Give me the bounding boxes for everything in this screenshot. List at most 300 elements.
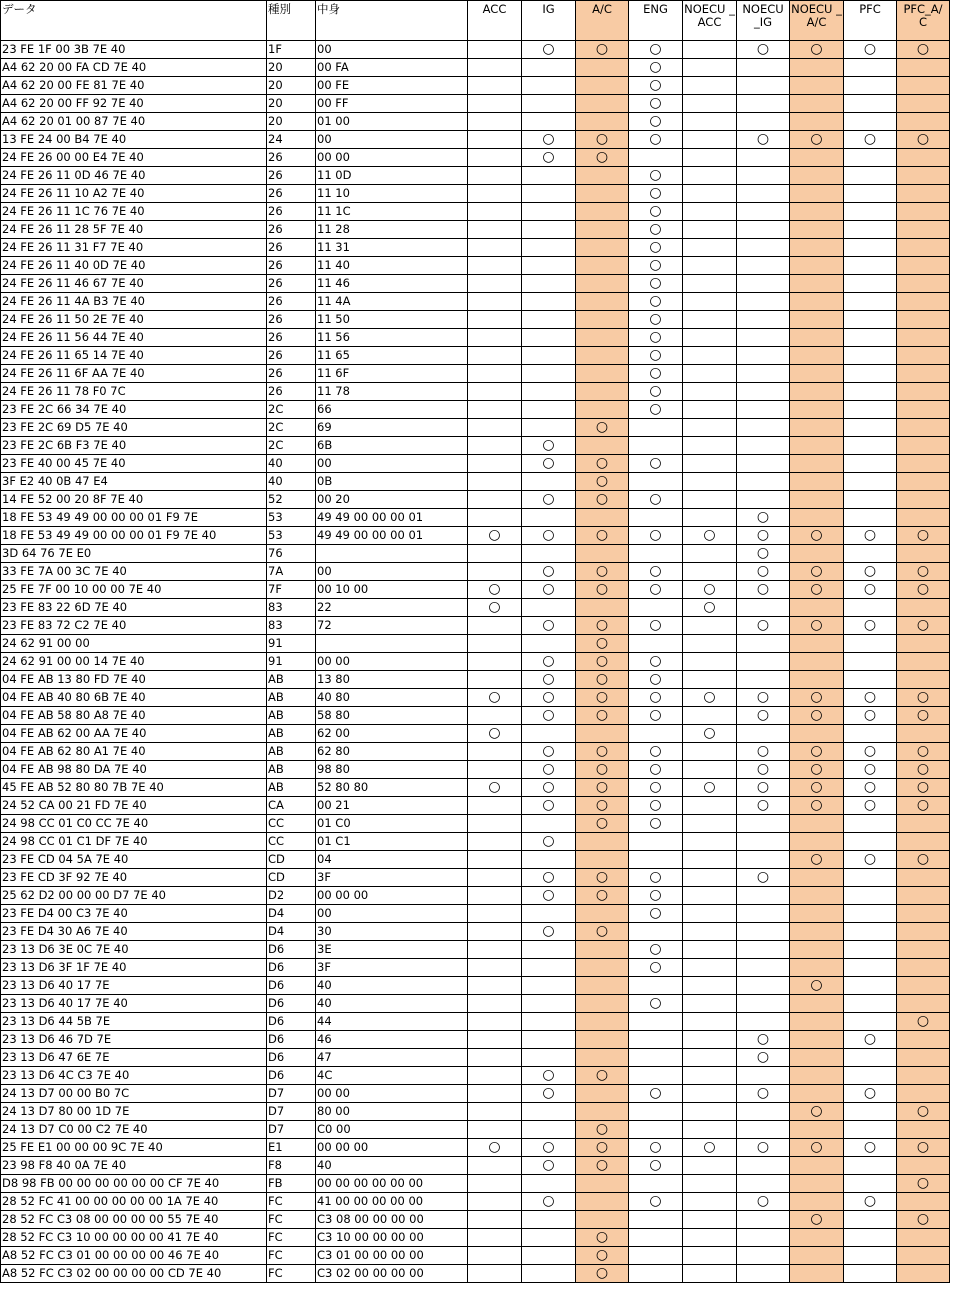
cell-pfc — [844, 1247, 897, 1265]
cell-pfc — [844, 149, 897, 167]
cell-noecu-acc — [683, 437, 737, 455]
table-row — [1, 77, 950, 95]
cell-data: 23 FE 83 72 C2 7E 40 — [1, 617, 267, 635]
cell-noecu-acc — [683, 1067, 737, 1085]
cell-noecu-acc — [683, 95, 737, 113]
cell-pfc — [844, 473, 897, 491]
circle-mark-icon: ○ — [542, 689, 555, 705]
cell-eng — [629, 959, 683, 977]
cell-pfc-ac — [897, 239, 950, 257]
circle-mark-icon: ○ — [488, 581, 501, 597]
circle-mark-icon: ○ — [756, 617, 770, 633]
circle-mark-icon: ○ — [542, 617, 555, 633]
cell-noecu-ig — [737, 671, 790, 689]
circle-mark-icon: ○ — [863, 617, 877, 633]
cell-type: 26 — [267, 347, 316, 365]
cell-acc — [468, 923, 522, 941]
circle-mark-icon: ○ — [542, 1085, 555, 1101]
cell-eng — [629, 347, 683, 365]
circle-mark-icon: ○ — [756, 1139, 770, 1155]
cell-eng — [629, 455, 683, 473]
cell-data: 28 52 FC C3 08 00 00 00 00 55 7E 40 — [1, 1211, 267, 1229]
cell-noecu-ig — [737, 1157, 790, 1175]
cell-eng — [629, 905, 683, 923]
cell-pfc — [844, 347, 897, 365]
circle-mark-icon: ○ — [595, 473, 609, 489]
cell-ac — [576, 95, 629, 113]
cell-noecu-ac — [790, 329, 844, 347]
cell-noecu-ac — [790, 653, 844, 671]
cell-eng — [629, 527, 683, 545]
cell-noecu-ig — [737, 95, 790, 113]
cell-data: A4 62 20 00 FA CD 7E 40 — [1, 59, 267, 77]
circle-mark-icon: ○ — [756, 779, 770, 795]
table-row — [1, 581, 950, 599]
cell-eng — [629, 383, 683, 401]
cell-acc — [468, 203, 522, 221]
cell-noecu-ig — [737, 1229, 790, 1247]
cell-pfc — [844, 635, 897, 653]
cell-data: 24 13 D7 00 00 B0 7C — [1, 1085, 267, 1103]
cell-noecu-acc — [683, 509, 737, 527]
cell-eng — [629, 689, 683, 707]
cell-eng — [629, 743, 683, 761]
cell-eng — [629, 1265, 683, 1283]
cell-data: 23 FE 1F 00 3B 7E 40 — [1, 41, 267, 59]
table-row — [1, 473, 950, 491]
cell-data: A4 62 20 01 00 87 7E 40 — [1, 113, 267, 131]
cell-ig — [522, 563, 576, 581]
table-row — [1, 959, 950, 977]
cell-noecu-acc — [683, 113, 737, 131]
circle-mark-icon: ○ — [649, 59, 662, 75]
circle-mark-icon: ○ — [810, 1139, 823, 1155]
cell-noecu-ig — [737, 617, 790, 635]
cell-acc — [468, 1031, 522, 1049]
circle-mark-icon: ○ — [542, 833, 555, 849]
cell-noecu-acc — [683, 977, 737, 995]
cell-pfc — [844, 41, 897, 59]
circle-mark-icon: ○ — [595, 1229, 609, 1245]
circle-mark-icon: ○ — [756, 509, 770, 525]
circle-mark-icon: ○ — [542, 1157, 555, 1173]
cell-noecu-acc — [683, 1193, 737, 1211]
cell-noecu-ig — [737, 113, 790, 131]
cell-eng — [629, 707, 683, 725]
cell-acc — [468, 635, 522, 653]
header-row — [1, 1, 950, 41]
circle-mark-icon: ○ — [649, 257, 662, 273]
cell-eng — [629, 1013, 683, 1031]
circle-mark-icon: ○ — [916, 1139, 930, 1155]
cell-ac — [576, 887, 629, 905]
circle-mark-icon: ○ — [916, 1211, 930, 1227]
circle-mark-icon: ○ — [863, 707, 877, 723]
cell-noecu-ac — [790, 77, 844, 95]
cell-noecu-acc — [683, 671, 737, 689]
cell-acc — [468, 149, 522, 167]
cell-ig — [522, 815, 576, 833]
cell-ac — [576, 905, 629, 923]
cell-content: 44 — [316, 1013, 468, 1031]
cell-data: 23 FE 83 22 6D 7E 40 — [1, 599, 267, 617]
cell-type: D7 — [267, 1103, 316, 1121]
cell-ig — [522, 473, 576, 491]
cell-noecu-acc — [683, 833, 737, 851]
cell-noecu-ac — [790, 599, 844, 617]
cell-noecu-ig — [737, 1193, 790, 1211]
table-row — [1, 815, 950, 833]
circle-mark-icon: ○ — [649, 275, 662, 291]
cell-ig — [522, 1103, 576, 1121]
cell-ac — [576, 455, 629, 473]
cell-type: D7 — [267, 1121, 316, 1139]
cell-pfc-ac — [897, 41, 950, 59]
cell-noecu-ig — [737, 41, 790, 59]
cell-type: 1F — [267, 41, 316, 59]
cell-pfc-ac — [897, 1211, 950, 1229]
cell-noecu-ac — [790, 1193, 844, 1211]
cell-noecu-ig — [737, 959, 790, 977]
cell-pfc-ac — [897, 1247, 950, 1265]
cell-content: 98 80 — [316, 761, 468, 779]
cell-ac — [576, 113, 629, 131]
cell-noecu-ac — [790, 113, 844, 131]
circle-mark-icon: ○ — [595, 41, 609, 57]
circle-mark-icon: ○ — [649, 1157, 662, 1173]
cell-type: 26 — [267, 239, 316, 257]
cell-data: 24 FE 26 11 10 A2 7E 40 — [1, 185, 267, 203]
cell-noecu-ig — [737, 275, 790, 293]
cell-eng — [629, 1103, 683, 1121]
table-row — [1, 689, 950, 707]
cell-noecu-ig — [737, 1103, 790, 1121]
cell-noecu-ig — [737, 779, 790, 797]
cell-pfc — [844, 383, 897, 401]
circle-mark-icon: ○ — [542, 1193, 555, 1209]
circle-mark-icon: ○ — [756, 869, 770, 885]
table-row — [1, 887, 950, 905]
cell-pfc-ac — [897, 185, 950, 203]
cell-noecu-acc — [683, 617, 737, 635]
cell-noecu-ig — [737, 1139, 790, 1157]
circle-mark-icon: ○ — [756, 743, 770, 759]
cell-content: 11 56 — [316, 329, 468, 347]
cell-noecu-ac — [790, 815, 844, 833]
cell-data: 45 FE AB 52 80 80 7B 7E 40 — [1, 779, 267, 797]
cell-pfc-ac — [897, 743, 950, 761]
cell-ig — [522, 1085, 576, 1103]
table-row — [1, 869, 950, 887]
cell-eng — [629, 923, 683, 941]
cell-type: D6 — [267, 1049, 316, 1067]
cell-ac — [576, 365, 629, 383]
cell-ac — [576, 743, 629, 761]
table-row — [1, 1229, 950, 1247]
circle-mark-icon: ○ — [542, 1139, 555, 1155]
cell-pfc-ac — [897, 113, 950, 131]
cell-data: 23 FE D4 30 A6 7E 40 — [1, 923, 267, 941]
circle-mark-icon: ○ — [542, 869, 555, 885]
cell-content: 11 10 — [316, 185, 468, 203]
circle-mark-icon: ○ — [595, 149, 609, 165]
cell-noecu-ig — [737, 347, 790, 365]
cell-data: 23 98 F8 40 0A 7E 40 — [1, 1157, 267, 1175]
cell-pfc-ac — [897, 1067, 950, 1085]
cell-ac — [576, 509, 629, 527]
cell-ac — [576, 725, 629, 743]
cell-noecu-ac — [790, 563, 844, 581]
cell-content: 11 50 — [316, 311, 468, 329]
cell-type: E1 — [267, 1139, 316, 1157]
cell-pfc — [844, 905, 897, 923]
header-type: 種別 — [267, 1, 316, 41]
cell-data: 28 52 FC C3 10 00 00 00 00 41 7E 40 — [1, 1229, 267, 1247]
cell-pfc — [844, 1067, 897, 1085]
cell-noecu-ac — [790, 473, 844, 491]
circle-mark-icon: ○ — [649, 401, 662, 417]
cell-content: 11 28 — [316, 221, 468, 239]
cell-eng — [629, 977, 683, 995]
cell-pfc — [844, 131, 897, 149]
cell-acc — [468, 365, 522, 383]
cell-noecu-ig — [737, 455, 790, 473]
cell-type: D7 — [267, 1085, 316, 1103]
table-row — [1, 761, 950, 779]
cell-ac — [576, 635, 629, 653]
cell-pfc — [844, 1085, 897, 1103]
cell-ac — [576, 1085, 629, 1103]
cell-eng — [629, 203, 683, 221]
table-row — [1, 41, 950, 59]
cell-content — [316, 545, 468, 563]
cell-data: 24 FE 26 00 00 E4 7E 40 — [1, 149, 267, 167]
cell-pfc — [844, 437, 897, 455]
cell-noecu-ac — [790, 59, 844, 77]
cell-noecu-ig — [737, 797, 790, 815]
cell-noecu-ac — [790, 1175, 844, 1193]
cell-ac — [576, 815, 629, 833]
circle-mark-icon: ○ — [703, 1139, 716, 1155]
cell-acc — [468, 275, 522, 293]
cell-type: AB — [267, 689, 316, 707]
cell-pfc — [844, 977, 897, 995]
circle-mark-icon: ○ — [488, 1139, 501, 1155]
cell-pfc — [844, 527, 897, 545]
cell-data: 24 FE 26 11 4A B3 7E 40 — [1, 293, 267, 311]
circle-mark-icon: ○ — [863, 761, 877, 777]
cell-eng — [629, 1175, 683, 1193]
table-body — [1, 41, 950, 1283]
cell-noecu-ac — [790, 1247, 844, 1265]
cell-pfc-ac — [897, 869, 950, 887]
cell-pfc-ac — [897, 671, 950, 689]
header-ig: IG — [522, 1, 576, 41]
cell-pfc — [844, 581, 897, 599]
circle-mark-icon: ○ — [542, 887, 555, 903]
cell-pfc — [844, 1265, 897, 1283]
cell-pfc — [844, 257, 897, 275]
cell-data: 24 FE 26 11 1C 76 7E 40 — [1, 203, 267, 221]
circle-mark-icon: ○ — [649, 311, 662, 327]
cell-acc — [468, 743, 522, 761]
cell-data: 18 FE 53 49 49 00 00 00 01 F9 7E 40 — [1, 527, 267, 545]
circle-mark-icon: ○ — [863, 1031, 877, 1047]
cell-noecu-ac — [790, 797, 844, 815]
cell-type: CC — [267, 833, 316, 851]
cell-ac — [576, 185, 629, 203]
table-row — [1, 329, 950, 347]
cell-eng — [629, 239, 683, 257]
cell-ac — [576, 203, 629, 221]
cell-noecu-acc — [683, 761, 737, 779]
table-row — [1, 167, 950, 185]
cell-ig — [522, 455, 576, 473]
circle-mark-icon: ○ — [595, 527, 609, 543]
cell-ac — [576, 149, 629, 167]
cell-acc — [468, 491, 522, 509]
cell-pfc — [844, 995, 897, 1013]
cell-pfc-ac — [897, 59, 950, 77]
cell-pfc — [844, 1049, 897, 1067]
cell-type: 83 — [267, 599, 316, 617]
cell-ig — [522, 491, 576, 509]
cell-noecu-ig — [737, 527, 790, 545]
table-row — [1, 455, 950, 473]
cell-eng — [629, 419, 683, 437]
cell-eng — [629, 1193, 683, 1211]
cell-pfc-ac — [897, 923, 950, 941]
cell-pfc-ac — [897, 221, 950, 239]
cell-type: 26 — [267, 383, 316, 401]
cell-noecu-ig — [737, 419, 790, 437]
cell-noecu-ig — [737, 239, 790, 257]
cell-data: 24 FE 26 11 56 44 7E 40 — [1, 329, 267, 347]
header-content: 中身 — [316, 1, 468, 41]
table-row — [1, 1193, 950, 1211]
circle-mark-icon: ○ — [863, 41, 877, 57]
circle-mark-icon: ○ — [488, 779, 501, 795]
circle-mark-icon: ○ — [649, 185, 662, 201]
cell-ig — [522, 761, 576, 779]
cell-noecu-acc — [683, 41, 737, 59]
table-row — [1, 995, 950, 1013]
cell-data: 04 FE AB 40 80 6B 7E 40 — [1, 689, 267, 707]
cell-eng — [629, 1031, 683, 1049]
circle-mark-icon: ○ — [810, 41, 823, 57]
cell-content: 01 C0 — [316, 815, 468, 833]
cell-ig — [522, 1193, 576, 1211]
cell-acc — [468, 671, 522, 689]
table-row — [1, 617, 950, 635]
cell-noecu-ig — [737, 1085, 790, 1103]
cell-pfc-ac — [897, 329, 950, 347]
circle-mark-icon: ○ — [649, 455, 662, 471]
circle-mark-icon: ○ — [595, 869, 609, 885]
cell-ac — [576, 275, 629, 293]
circle-mark-icon: ○ — [810, 851, 823, 867]
cell-noecu-acc — [683, 383, 737, 401]
cell-content: 00 10 00 — [316, 581, 468, 599]
cell-eng — [629, 1049, 683, 1067]
cell-data: 33 FE 7A 00 3C 7E 40 — [1, 563, 267, 581]
cell-noecu-ac — [790, 887, 844, 905]
cell-type: 26 — [267, 257, 316, 275]
cell-noecu-ig — [737, 167, 790, 185]
circle-mark-icon: ○ — [649, 743, 662, 759]
cell-eng — [629, 275, 683, 293]
cell-acc — [468, 653, 522, 671]
cell-ac — [576, 1211, 629, 1229]
cell-type: 26 — [267, 275, 316, 293]
cell-noecu-ig — [737, 869, 790, 887]
circle-mark-icon: ○ — [756, 545, 770, 561]
circle-mark-icon: ○ — [649, 41, 662, 57]
cell-pfc-ac — [897, 995, 950, 1013]
cell-noecu-ac — [790, 689, 844, 707]
cell-ig — [522, 995, 576, 1013]
cell-noecu-ac — [790, 1067, 844, 1085]
cell-ac — [576, 1265, 629, 1283]
cell-pfc — [844, 1175, 897, 1193]
cell-ig — [522, 797, 576, 815]
table-row — [1, 437, 950, 455]
circle-mark-icon: ○ — [542, 743, 555, 759]
cell-data: 23 FE 2C 66 34 7E 40 — [1, 401, 267, 419]
cell-ac — [576, 923, 629, 941]
cell-pfc — [844, 59, 897, 77]
cell-eng — [629, 653, 683, 671]
cell-type: 91 — [267, 635, 316, 653]
circle-mark-icon: ○ — [649, 95, 662, 111]
cell-eng — [629, 599, 683, 617]
cell-acc — [468, 473, 522, 491]
circle-mark-icon: ○ — [542, 1067, 555, 1083]
cell-type: 26 — [267, 329, 316, 347]
cell-pfc-ac — [897, 491, 950, 509]
cell-noecu-acc — [683, 797, 737, 815]
cell-acc — [468, 545, 522, 563]
circle-mark-icon: ○ — [916, 527, 930, 543]
table-row — [1, 779, 950, 797]
circle-mark-icon: ○ — [810, 977, 823, 993]
cell-noecu-acc — [683, 1121, 737, 1139]
cell-noecu-ac — [790, 923, 844, 941]
cell-eng — [629, 725, 683, 743]
cell-content: 00 21 — [316, 797, 468, 815]
cell-type: D4 — [267, 923, 316, 941]
circle-mark-icon: ○ — [649, 905, 662, 921]
circle-mark-icon: ○ — [649, 689, 662, 705]
cell-content: 00 FE — [316, 77, 468, 95]
header-noecu-acc: NOECU _ACC — [683, 1, 737, 41]
circle-mark-icon: ○ — [649, 707, 662, 723]
circle-mark-icon: ○ — [863, 689, 877, 705]
circle-mark-icon: ○ — [916, 1013, 930, 1029]
cell-type: CD — [267, 851, 316, 869]
cell-content: 52 80 80 — [316, 779, 468, 797]
cell-ac — [576, 473, 629, 491]
cell-pfc-ac — [897, 347, 950, 365]
cell-content: 58 80 — [316, 707, 468, 725]
cell-eng — [629, 1229, 683, 1247]
cell-noecu-ac — [790, 1265, 844, 1283]
cell-noecu-acc — [683, 1031, 737, 1049]
table-row — [1, 275, 950, 293]
cell-noecu-ac — [790, 455, 844, 473]
circle-mark-icon: ○ — [649, 167, 662, 183]
cell-acc — [468, 761, 522, 779]
